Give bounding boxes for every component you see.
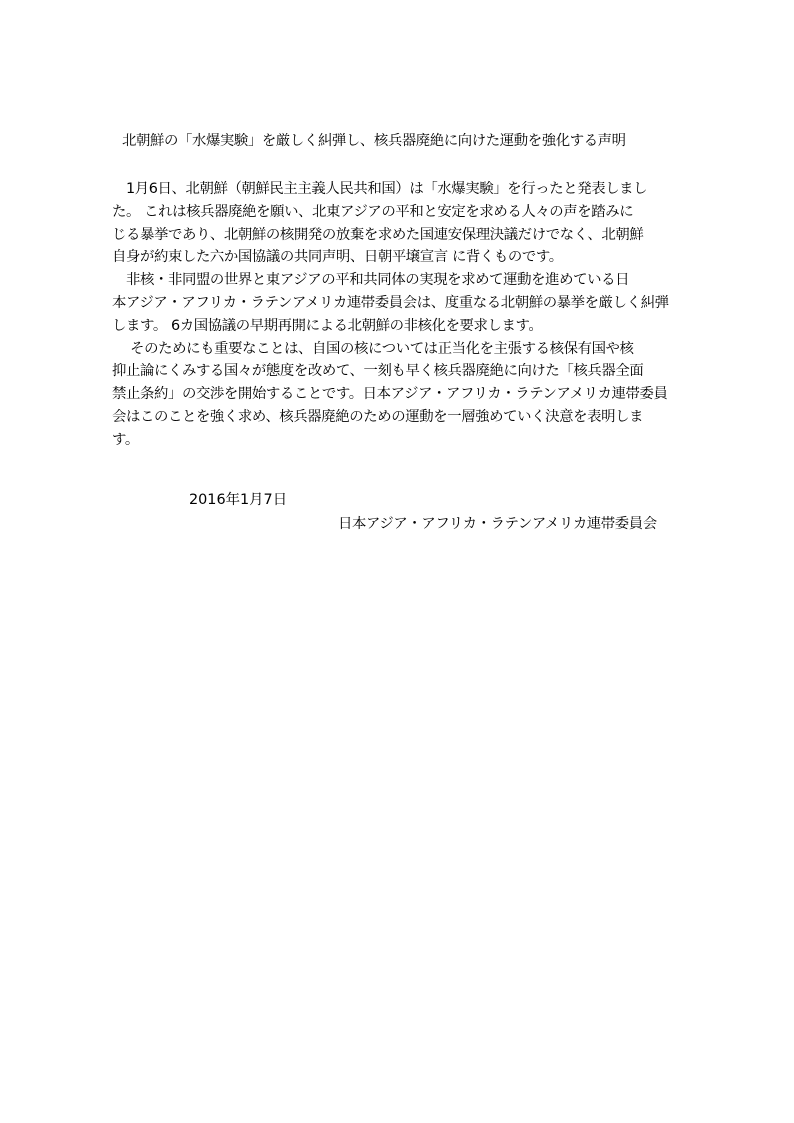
- statement-body: [112, 178, 696, 452]
- signatory-organization: 日本アジア・アフリカ・ラテンアメリカ連帯委員会: [338, 516, 657, 532]
- body-line: 抑止論にくみする国々が態度を改めて、一刻も早く核兵器廃絶に向けた「核兵器全面: [112, 363, 644, 380]
- body-line: そのためにも重要なことは、自国の核については正当化を主張する核保有国や核: [112, 340, 634, 357]
- body-line: します。 6カ国協議の早期再開による北朝鮮の非核化を要求します。: [112, 317, 543, 334]
- body-line: 禁止条約」の交渉を開始することです。日本アジア・アフリカ・ラテンアメリカ連帯委員: [112, 386, 668, 403]
- body-line: じる暴挙であり、北朝鮮の核開発の放棄を求めた国連安保理決議だけでなく、北朝鮮: [112, 226, 644, 243]
- document-title: 北朝鮮の「水爆実験」を厳しく糾弾し、核兵器廃絶に向けた運動を強化する声明: [122, 133, 626, 149]
- body-line: た。 これは核兵器廃絶を願い、北東アジアの平和と安定を求める人々の声を踏みに: [112, 203, 634, 220]
- body-line: 1月6日、北朝鮮（朝鮮民主主義人民共和国）は「水爆実験」を行ったと発表しまし: [112, 181, 648, 197]
- body-line: 自身が約束した六か国協議の共同声明、日朝平壌宣言 に背くものです。: [112, 249, 563, 266]
- body-line: 非核・非同盟の世界と東アジアの平和共同体の実現を求めて運動を進めている日: [112, 272, 630, 289]
- body-line: 本アジア・アフリカ・ラテンアメリカ連帯委員会は、度重なる北朝鮮の暴挙を厳しく糾弾: [112, 294, 669, 311]
- statement-date: 2016年1月7日: [189, 492, 288, 508]
- body-line: 会はこのことを強く求め、核兵器廃絶のための運動を一層強めていく決意を表明しま: [112, 408, 644, 425]
- body-line: す。: [112, 431, 139, 448]
